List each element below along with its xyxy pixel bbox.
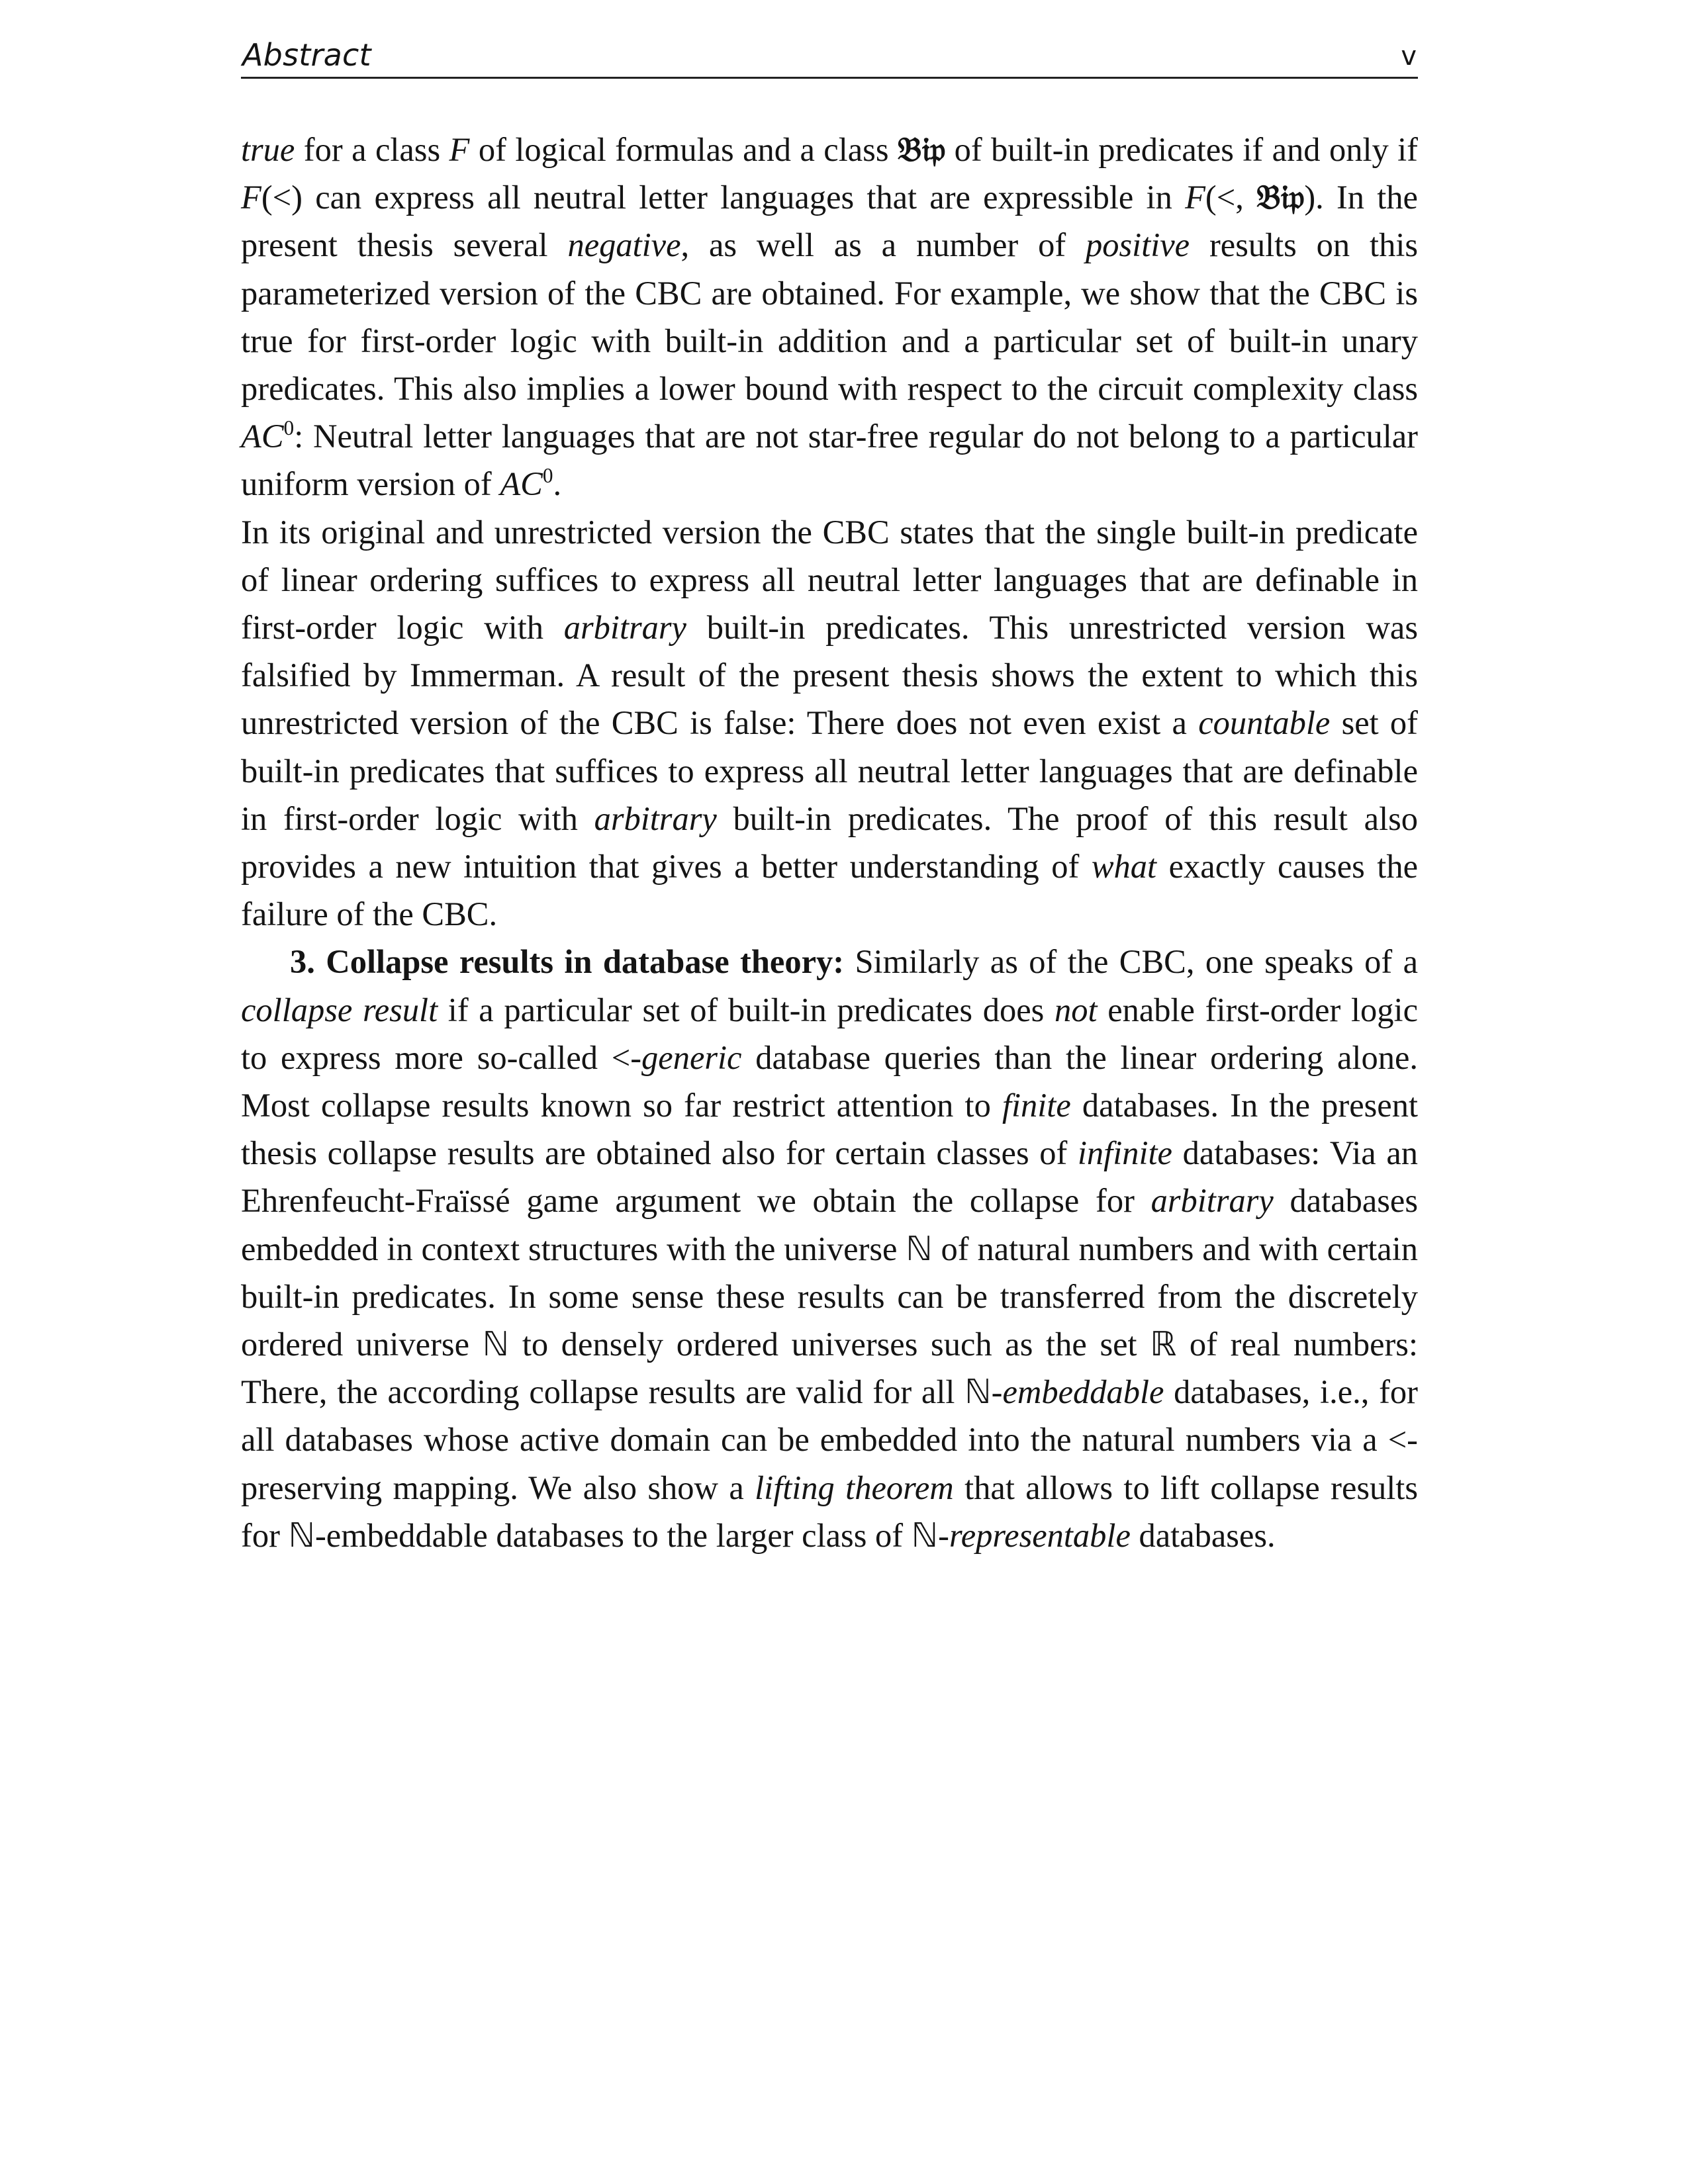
paragraph-cbc-parameterized: true for a class F of logical formulas and a class 𝔅𝔦𝔭 of built-in predicates if and only if F(<) can express all neutral letter languages that are expressible in F(<, 𝔅𝔦𝔭). In the present thesis several negative, as well as a number of positive results on this parameterized version of the CBC are obtained. For example, we show that the CBC is true for first-order logic with built-in addition and a particular set of built-in unary predicates. This also implies a lower bound with respect to the circuit complexity class $AC^0$: Neutral letter languages that are not star-free regular do not belong to a particular uniform version of $AC^0$. xyxy=(241,130,1419,503)
math-naturals: ℕ xyxy=(906,1228,933,1268)
math-reals: ℝ xyxy=(1150,1324,1177,1364)
math-ac-superscript: 0 xyxy=(283,416,295,440)
math-bip: 𝔅𝔦𝔭 xyxy=(897,130,946,169)
math-F: F xyxy=(241,179,261,216)
paragraph-collapse-results: 3. Collapse results in database theory: Similarly as of the CBC, one speaks of a collapse result if a particular set of built-in predicates does not enable first-order logic to express more so-called <-generic database queries than the linear ordering alone. Most collapse results known so far restrict attention to finite databases. In the present thesis collapse results are obtained also for certain classes of infinite databases: Via an Ehrenfeucht-Fraïssé game argument we obtain the collapse for arbitrary databases embedded in context structures with the universe ℕ of natural numbers and with certain built-in predicates. In some sense these results can be transferred from the discretely ordered universe ℕ to densely ordered universes such as the set ℝ of real numbers: There, the according collapse results are valid for all ℕ-embeddable databases, i.e., for all databases whose active domain can be embedded into the natural numbers via a <-preserving mapping. We also show a lifting theorem that allows to lift collapse results for ℕ-embeddable databases to the larger class of ℕ-representable databases. xyxy=(241,943,1419,1555)
page-number: v xyxy=(1401,41,1417,71)
math-ac-superscript: 0 xyxy=(542,464,553,488)
term-countable: countable xyxy=(1198,704,1331,742)
math-F: F xyxy=(449,131,470,168)
math-naturals: ℕ xyxy=(288,1515,315,1555)
term-infinite: infinite xyxy=(1077,1134,1172,1172)
running-header xyxy=(241,36,1418,79)
term-negative: negative xyxy=(567,226,681,264)
math-F: F xyxy=(1185,179,1205,216)
running-header-title: Abstract xyxy=(242,37,371,73)
paragraph-heading: 3. Collapse results in database theory: xyxy=(290,943,845,981)
term-lifting-theorem: lifting theorem xyxy=(755,1469,954,1506)
term-positive: positive xyxy=(1086,226,1190,264)
math-bip: 𝔅𝔦𝔭 xyxy=(1256,177,1305,217)
body-text xyxy=(241,126,1418,1559)
math-naturals: ℕ xyxy=(911,1515,939,1555)
math-ac: AC xyxy=(500,465,543,503)
math-ac: AC xyxy=(241,418,284,455)
math-naturals: ℕ xyxy=(482,1324,510,1364)
term-what: what xyxy=(1091,848,1157,886)
term-collapse-result: collapse result xyxy=(241,991,438,1028)
term-not: not xyxy=(1055,991,1098,1028)
term-arbitrary: arbitrary xyxy=(1150,1182,1274,1220)
term-representable: representable xyxy=(949,1516,1131,1554)
term-generic: generic xyxy=(641,1038,742,1076)
paragraph-cbc-unrestricted: In its original and unrestricted version the CBC states that the single built-in predicate of linear ordering suffices to express all neutral letter languages that are definable in first-order logic with arbitrary built-in predicates. This unrestricted version was falsified by Immerman. A result of the present thesis shows the extent to which this unrestricted version of the CBC is false: There does not even exist a countable set of built-in predicates that suffices to express all neutral letter languages that are definable in first-order logic with arbitrary built-in predicates. The proof of this result also provides a new intuition that gives a better understanding of what exactly causes the failure of the CBC. xyxy=(241,513,1419,933)
term-true: true xyxy=(241,131,295,168)
math-naturals: ℕ xyxy=(964,1372,992,1412)
term-finite: finite xyxy=(1002,1087,1071,1124)
term-arbitrary: arbitrary xyxy=(563,609,686,647)
term-embeddable: embeddable xyxy=(1002,1373,1164,1411)
term-arbitrary: arbitrary xyxy=(594,799,717,837)
